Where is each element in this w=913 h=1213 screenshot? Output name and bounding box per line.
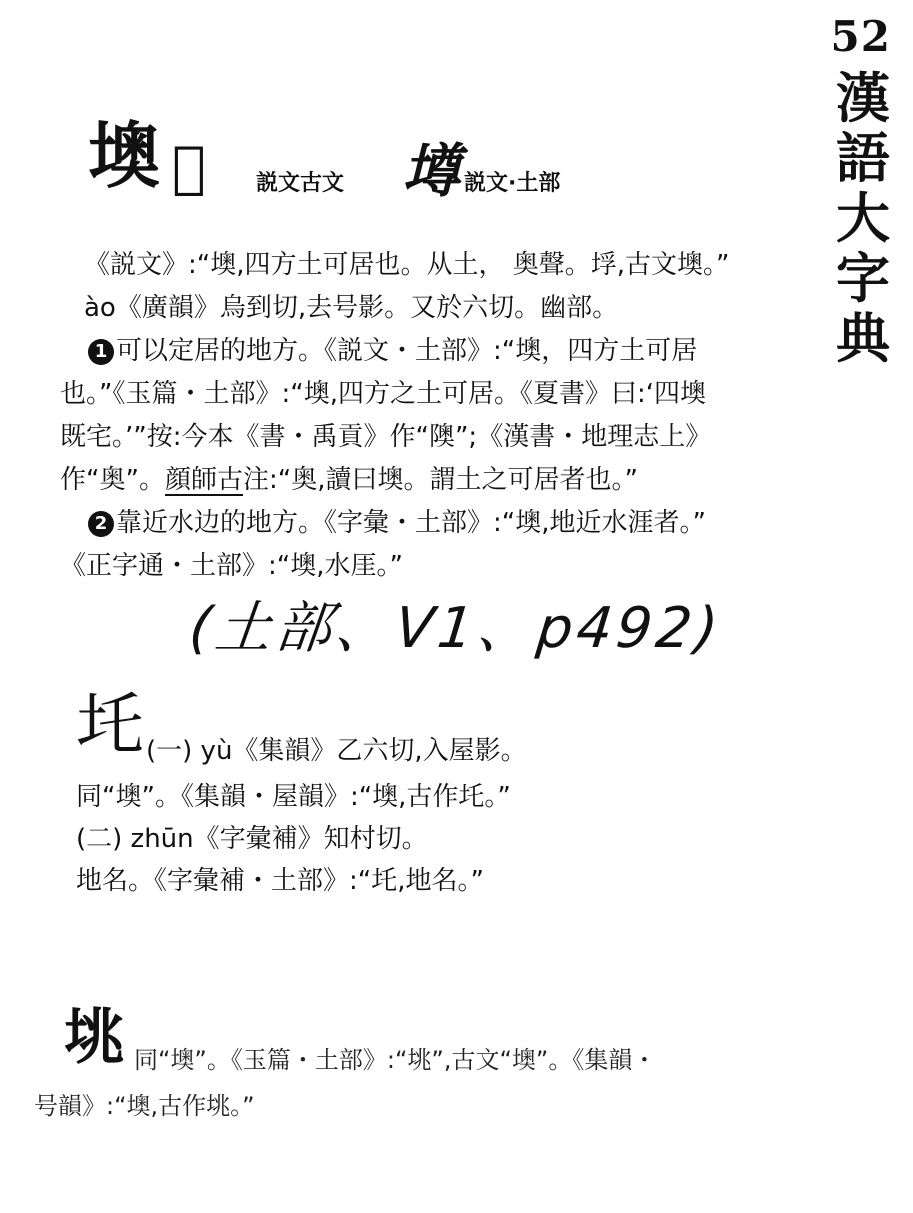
- entry1-line: 《説文》:“墺,四方土可居也。从土， 奥聲。垺,古文墺。”: [84, 250, 730, 280]
- title-char: 大: [836, 186, 890, 250]
- dictionary-title: [833, 68, 893, 368]
- entry3-line: 同“墺”。《玉篇・土部》:“垗”,古文“墺”。《集韻・: [134, 1046, 657, 1074]
- entry1-sense2: 2 靠近水边的地方。《字彙・土部》:“墺,地近水涯者。”: [88, 510, 706, 537]
- title-char: 字: [836, 246, 890, 310]
- entry1-headword: 墺: [88, 113, 161, 198]
- entry1-sense1: 1 可以定居的地方。《説文・土部》:“墺，四方土可居: [88, 338, 697, 365]
- entry3-headword: 垗: [64, 1003, 124, 1073]
- entry1-line: 《正字通・土部》:“墺,水厓。”: [60, 551, 403, 581]
- seal-script-label-2: 説文·土部: [464, 171, 561, 196]
- entry1-line: 也。”《玉篇・土部》:“墺,四方之土可居。《夏書》曰:‘四墺: [60, 379, 706, 409]
- entry1-line: 既宅。’”按:今本《書・禹貢》作“隩”;《漢書・地理志上》: [60, 422, 712, 452]
- entry2-line: (二) zhūn《字彙補》知村切。: [76, 824, 428, 854]
- entry2-line: (一) yù《集韻》乙六切,入屋影。: [146, 736, 527, 766]
- handwritten-note: (土部、V1、p492): [186, 596, 726, 661]
- entry2-line: 同“墺”。《集韻・屋韻》:“墺,古作圫。”: [76, 782, 511, 812]
- underlined-name: 顔師古: [164, 465, 243, 495]
- sense-number-2: 2: [88, 511, 114, 537]
- title-char: 典: [836, 306, 890, 370]
- seal-script-glyph-2: 壿: [402, 137, 461, 205]
- entry1-line: 作“奥”。顔師古注:“奥,讀曰墺。謂土之可居者也。”: [60, 465, 638, 495]
- entry2-headword: 圫: [76, 686, 145, 765]
- title-char: 語: [836, 126, 890, 190]
- page-number: 52: [830, 12, 891, 61]
- entry1-line: ào《廣韻》烏到切,去号影。又於六切。幽部。: [84, 293, 619, 323]
- entry3-line: 号韻》:“墺,古作垗。”: [34, 1092, 255, 1120]
- entry2-line: 地名。《字彙補・土部》:“圫,地名。”: [76, 866, 484, 896]
- title-char: 漢: [836, 66, 890, 130]
- seal-script-label-1: 説文古文: [256, 171, 345, 196]
- sense-number-1: 1: [88, 339, 114, 365]
- seal-script-glyph-1: 𡋟: [172, 135, 206, 200]
